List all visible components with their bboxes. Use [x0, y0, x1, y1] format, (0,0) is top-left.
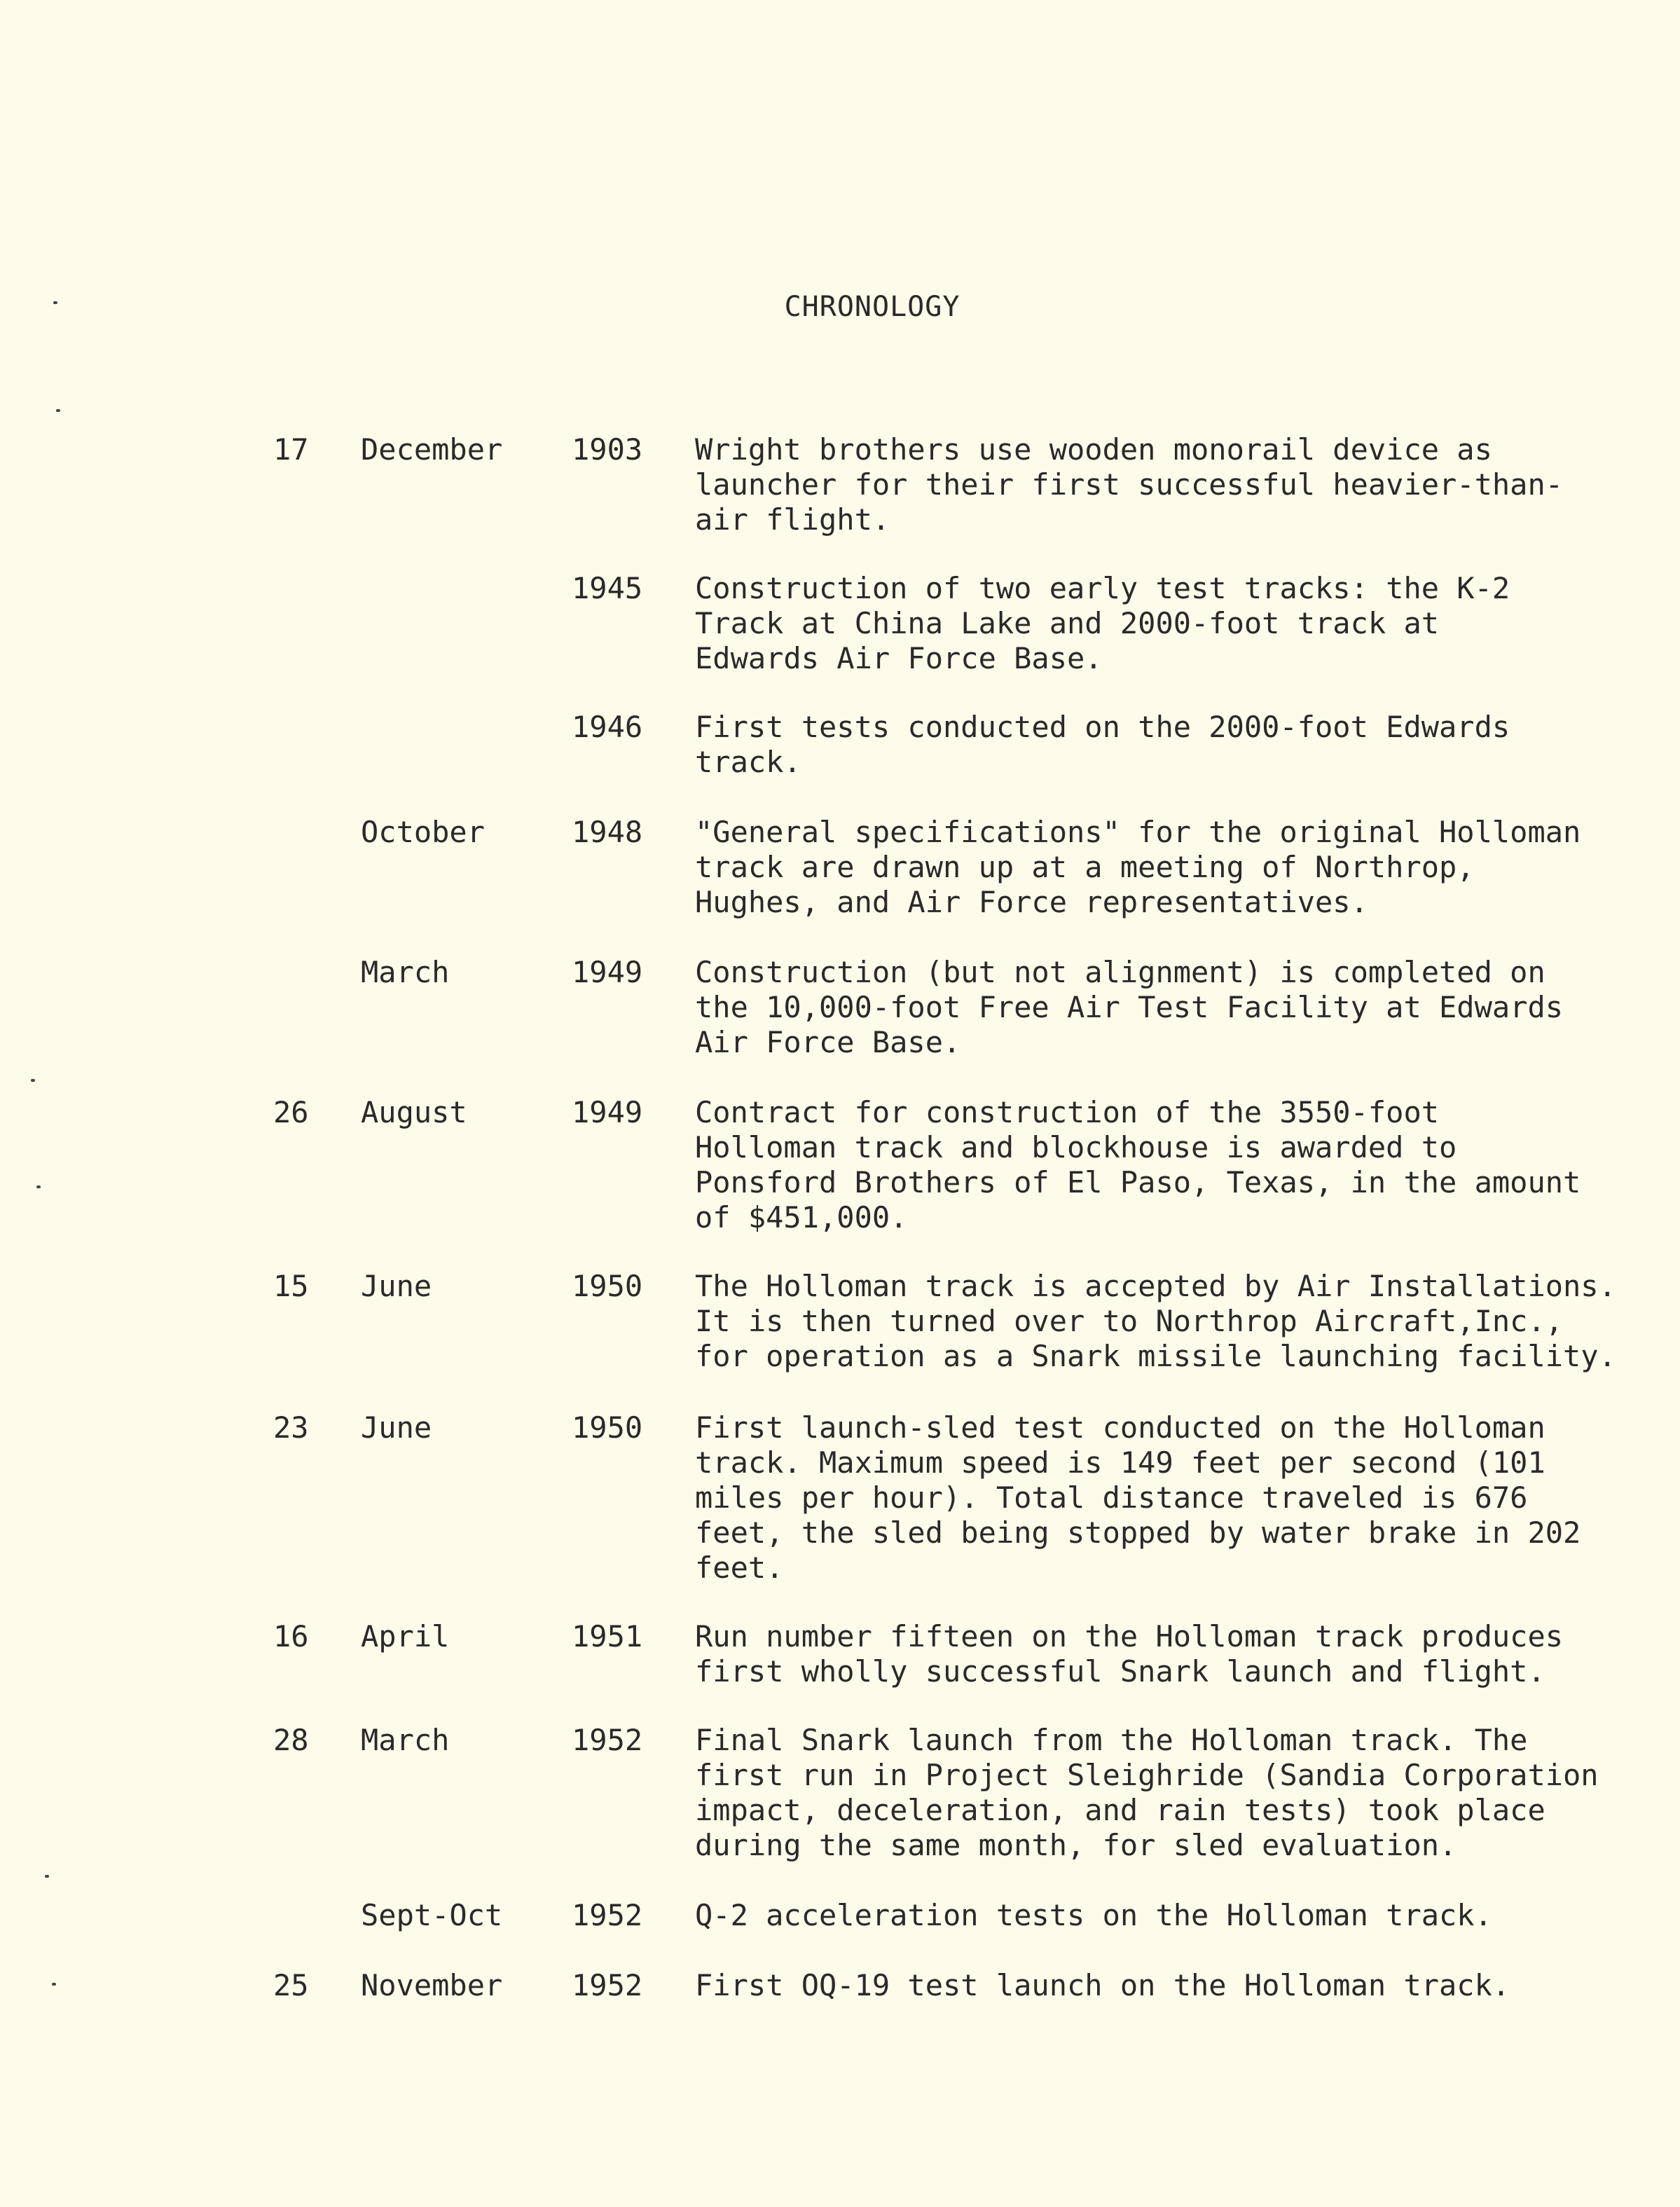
margin-speck	[36, 1185, 41, 1188]
entry-description: Run number fifteen on the Holloman track produces first wholly successful Snark launch and flight.	[695, 1619, 1564, 1689]
page-title: CHRONOLOGY	[784, 291, 961, 323]
entry-description: Final Snark launch from the Holloman track. The first run in Project Sleighride (Sandia Corporation impact, deceleration, and rain tests) took place during the same month, for sled evaluation.	[695, 1723, 1599, 1862]
margin-speck	[56, 409, 60, 412]
entry-day: 23	[273, 1410, 309, 1445]
margin-speck	[53, 301, 57, 304]
entry-month: November	[361, 1968, 503, 2002]
entry-description: Q-2 acceleration tests on the Holloman track.	[695, 1898, 1492, 1932]
entry-month: March	[361, 1723, 450, 1757]
entry-year: 1950	[572, 1269, 643, 1303]
entry-year: 1952	[572, 1898, 643, 1932]
entry-year: 1951	[572, 1619, 643, 1653]
entry-day: 16	[273, 1619, 309, 1653]
entry-day: 15	[273, 1269, 309, 1303]
entry-year: 1952	[572, 1968, 643, 2002]
entry-month: April	[361, 1619, 450, 1653]
entry-month: October	[361, 815, 486, 849]
entry-year: 1952	[572, 1723, 643, 1757]
entry-year: 1949	[572, 1095, 643, 1129]
entry-description: "General specifications" for the original Holloman track are drawn up at a meeting of Northrop, Hughes, and Air Force representatives.	[695, 815, 1581, 919]
entry-month: June	[361, 1269, 432, 1303]
entry-month: Sept-Oct	[361, 1898, 503, 1932]
entry-description: First tests conducted on the 2000-foot Edwards track.	[695, 710, 1510, 779]
entry-year: 1945	[572, 571, 643, 605]
entry-description: Construction of two early test tracks: the K-2 Track at China Lake and 2000-foot track at Edwards Air Force Base.	[695, 571, 1510, 675]
entry-description: Contract for construction of the 3550-foot Holloman track and blockhouse is awarded to Ponsford Brothers of El Paso, Texas, in the amount of $451,000.	[695, 1095, 1581, 1235]
margin-speck	[45, 1875, 49, 1878]
entry-description: First OQ-19 test launch on the Holloman track.	[695, 1968, 1510, 2002]
entry-year: 1950	[572, 1410, 643, 1445]
entry-description: First launch-sled test conducted on the Holloman track. Maximum speed is 149 feet per second (101 miles per hour). Total distance traveled is 676 feet, the sled being stopped by water brake in 202 feet.	[695, 1410, 1581, 1585]
entry-day: 25	[273, 1968, 309, 2002]
entry-day: 28	[273, 1723, 309, 1757]
entry-month: March	[361, 955, 450, 989]
entry-year: 1949	[572, 955, 643, 989]
entry-year: 1948	[572, 815, 643, 849]
entry-description: The Holloman track is accepted by Air Installations. It is then turned over to Northrop Aircraft,Inc., for operation as a Snark missile launching facility.	[695, 1269, 1616, 1373]
margin-speck	[52, 1983, 56, 1986]
entry-day: 26	[273, 1095, 309, 1129]
entry-year: 1946	[572, 710, 643, 744]
entry-day: 17	[273, 432, 309, 467]
entry-month: August	[361, 1095, 467, 1129]
entry-month: June	[361, 1410, 432, 1445]
entry-month: December	[361, 432, 503, 467]
margin-speck	[31, 1079, 35, 1082]
entry-description: Wright brothers use wooden monorail device as launcher for their first successful heavier-than- air flight.	[695, 432, 1564, 537]
entry-description: Construction (but not alignment) is completed on the 10,000-foot Free Air Test Facility at Edwards Air Force Base.	[695, 955, 1564, 1059]
entry-year: 1903	[572, 432, 643, 467]
